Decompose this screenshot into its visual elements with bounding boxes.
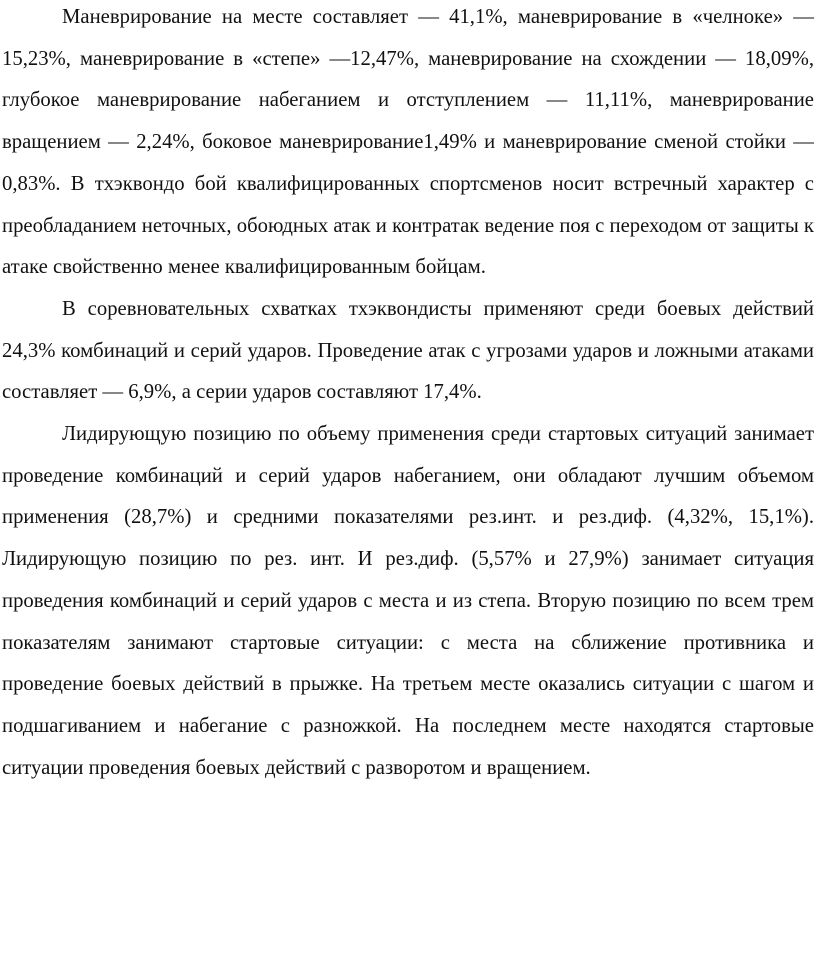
paragraph-combinations: В соревновательных схватках тхэквондисты применяют среди боевых действий 24,3% комбинаций и серий ударов. Проведение атак с угрозами ударов и ложными атаками составляет — 6,9%, а серии ударов составляют 17,4%.: [2, 297, 814, 404]
paragraph-starting-situations: Лидирующую позицию по объему применения среди стартовых ситуаций занимает проведение комбинаций и серий ударов набеганием, они обладают лучшим объемом применения (28,7%) и средними показателями рез.инт. и рез.диф. (4,32%, 15,1%). Лидирующую позицию по рез. инт. И рез.диф. (5,57% и 27,9%) занимает ситуация проведения комбинаций и серий ударов с места и из степа. Вторую позицию по всем трем показателям занимают стартовые ситуации: с места на сближение противника и проведение боевых действий в прыжке. На третьем месте оказались ситуации с шагом и подшагиванием и набегание с разножкой. На последнем месте находятся стартовые ситуации проведения боевых действий с разворотом и вращением.: [2, 423, 814, 779]
paragraph-maneuvering: Маневрирование на месте составляет — 41,1%, маневрирование в «челноке» — 15,23%, маневрирование в «степе» —12,47%, маневрирование на схождении — 18,09%, глубокое маневрирование набеганием и отступлением — 11,11%, маневрирование вращением — 2,24%, боковое маневрирование1,49% и маневрирование сменой стойки — 0,83%. В тхэквондо бой квалифицированных спортсменов носит встречный характер с преобладанием неточных, обоюдных атак и контратак ведение поя с переходом от защиты к атаке свойственно менее квалифицированным бойцам.: [2, 6, 814, 279]
